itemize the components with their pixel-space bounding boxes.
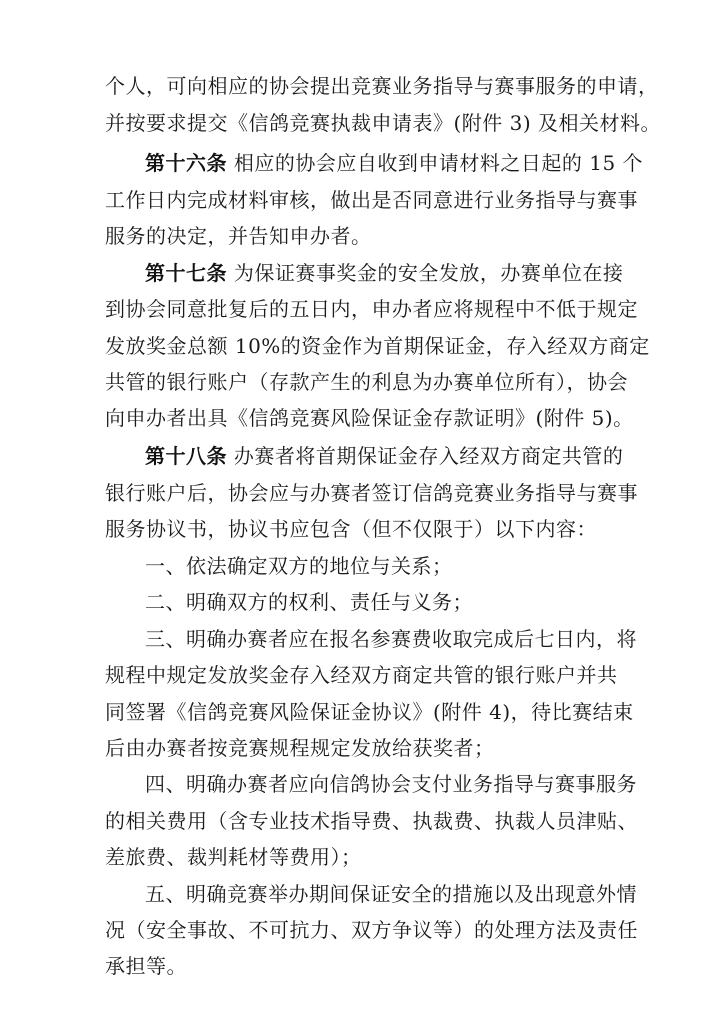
text-line xyxy=(105,398,634,438)
article-17-line xyxy=(145,253,623,293)
line-text: 发放奖金总额 10%的资金作为首期保证金，存入经双方商定 xyxy=(105,334,650,358)
text-line xyxy=(105,946,187,986)
line-text: 银行账户后，协会应与办赛者签订信鸽竞赛业务指导与赛事 xyxy=(105,481,638,505)
text-line xyxy=(105,655,618,695)
text-line xyxy=(105,728,495,768)
text-line xyxy=(105,180,638,220)
text-line xyxy=(105,326,650,366)
line-text: 服务的决定，并告知申办者。 xyxy=(105,224,372,248)
line-text: 工作日内完成材料审核，做出是否同意进行业务指导与赛事 xyxy=(105,188,638,212)
line-text: 二、明确双方的权利、责任与义务； xyxy=(145,590,473,614)
line-text: 个人，可向相应的协会提出竞赛业务指导与赛事服务的申请， xyxy=(105,74,659,98)
article-18-line xyxy=(145,436,623,476)
line-text: 办赛者将首期保证金存入经双方商定共管的 xyxy=(227,444,624,468)
line-text: 况（安全事故、不可抗力、双方争议等）的处理方法及责任 xyxy=(105,918,638,942)
text-line xyxy=(105,362,628,402)
line-text: 并按要求提交《信鸽竞赛执裁申请表》(附件 3) 及相关材料。 xyxy=(105,111,662,135)
line-text: 规程中规定发放奖金存入经双方商定共管的银行账户并共 xyxy=(105,663,618,687)
list-item xyxy=(145,874,637,914)
article-heading: 第十六条 xyxy=(145,151,227,175)
line-text: 的相关费用（含专业技术指导费、执裁费、执裁人员津贴、 xyxy=(105,809,638,833)
text-line xyxy=(105,473,638,513)
text-line xyxy=(105,910,638,950)
list-item xyxy=(145,764,637,804)
line-text: 为保证赛事奖金的安全发放，办赛单位在接 xyxy=(227,261,624,285)
line-text: 同签署《信鸽竞赛风险保证金协议》(附件 4)，待比赛结束 xyxy=(105,700,634,724)
text-line xyxy=(105,216,372,256)
list-item xyxy=(145,546,453,586)
list-item xyxy=(145,619,637,659)
line-text: 五、明确竞赛举办期间保证安全的措施以及出现意外情 xyxy=(145,882,637,906)
line-text: 承担等。 xyxy=(105,954,187,978)
article-16-line xyxy=(145,143,643,183)
line-text: 差旅费、裁判耗材等费用）； xyxy=(105,845,362,869)
list-item xyxy=(145,582,473,622)
line-text: 向申办者出具《信鸽竞赛风险保证金存款证明》(附件 5)。 xyxy=(105,406,634,430)
line-text: 三、明确办赛者应在报名参赛费收取完成后七日内，将 xyxy=(145,627,637,651)
line-text: 后由办赛者按竞赛规程规定发放给获奖者； xyxy=(105,736,495,760)
line-text: 一、依法确定双方的地位与关系； xyxy=(145,554,453,578)
article-heading: 第十八条 xyxy=(145,444,227,468)
line-text: 到协会同意批复后的五日内，申办者应将规程中不低于规定 xyxy=(105,297,638,321)
line-text: 服务协议书，协议书应包含（但不仅限于）以下内容： xyxy=(105,517,597,541)
text-line xyxy=(105,837,362,877)
text-line xyxy=(105,103,661,143)
article-heading: 第十七条 xyxy=(145,261,227,285)
text-line xyxy=(105,692,634,732)
text-line xyxy=(105,66,659,106)
text-line xyxy=(105,801,638,841)
line-text: 相应的协会应自收到申请材料之日起的 15 个 xyxy=(227,151,644,175)
text-line xyxy=(105,509,597,549)
text-line xyxy=(105,289,638,329)
line-text: 共管的银行账户（存款产生的利息为办赛单位所有），协会 xyxy=(105,370,628,394)
line-text: 四、明确办赛者应向信鸽协会支付业务指导与赛事服务 xyxy=(145,772,637,796)
